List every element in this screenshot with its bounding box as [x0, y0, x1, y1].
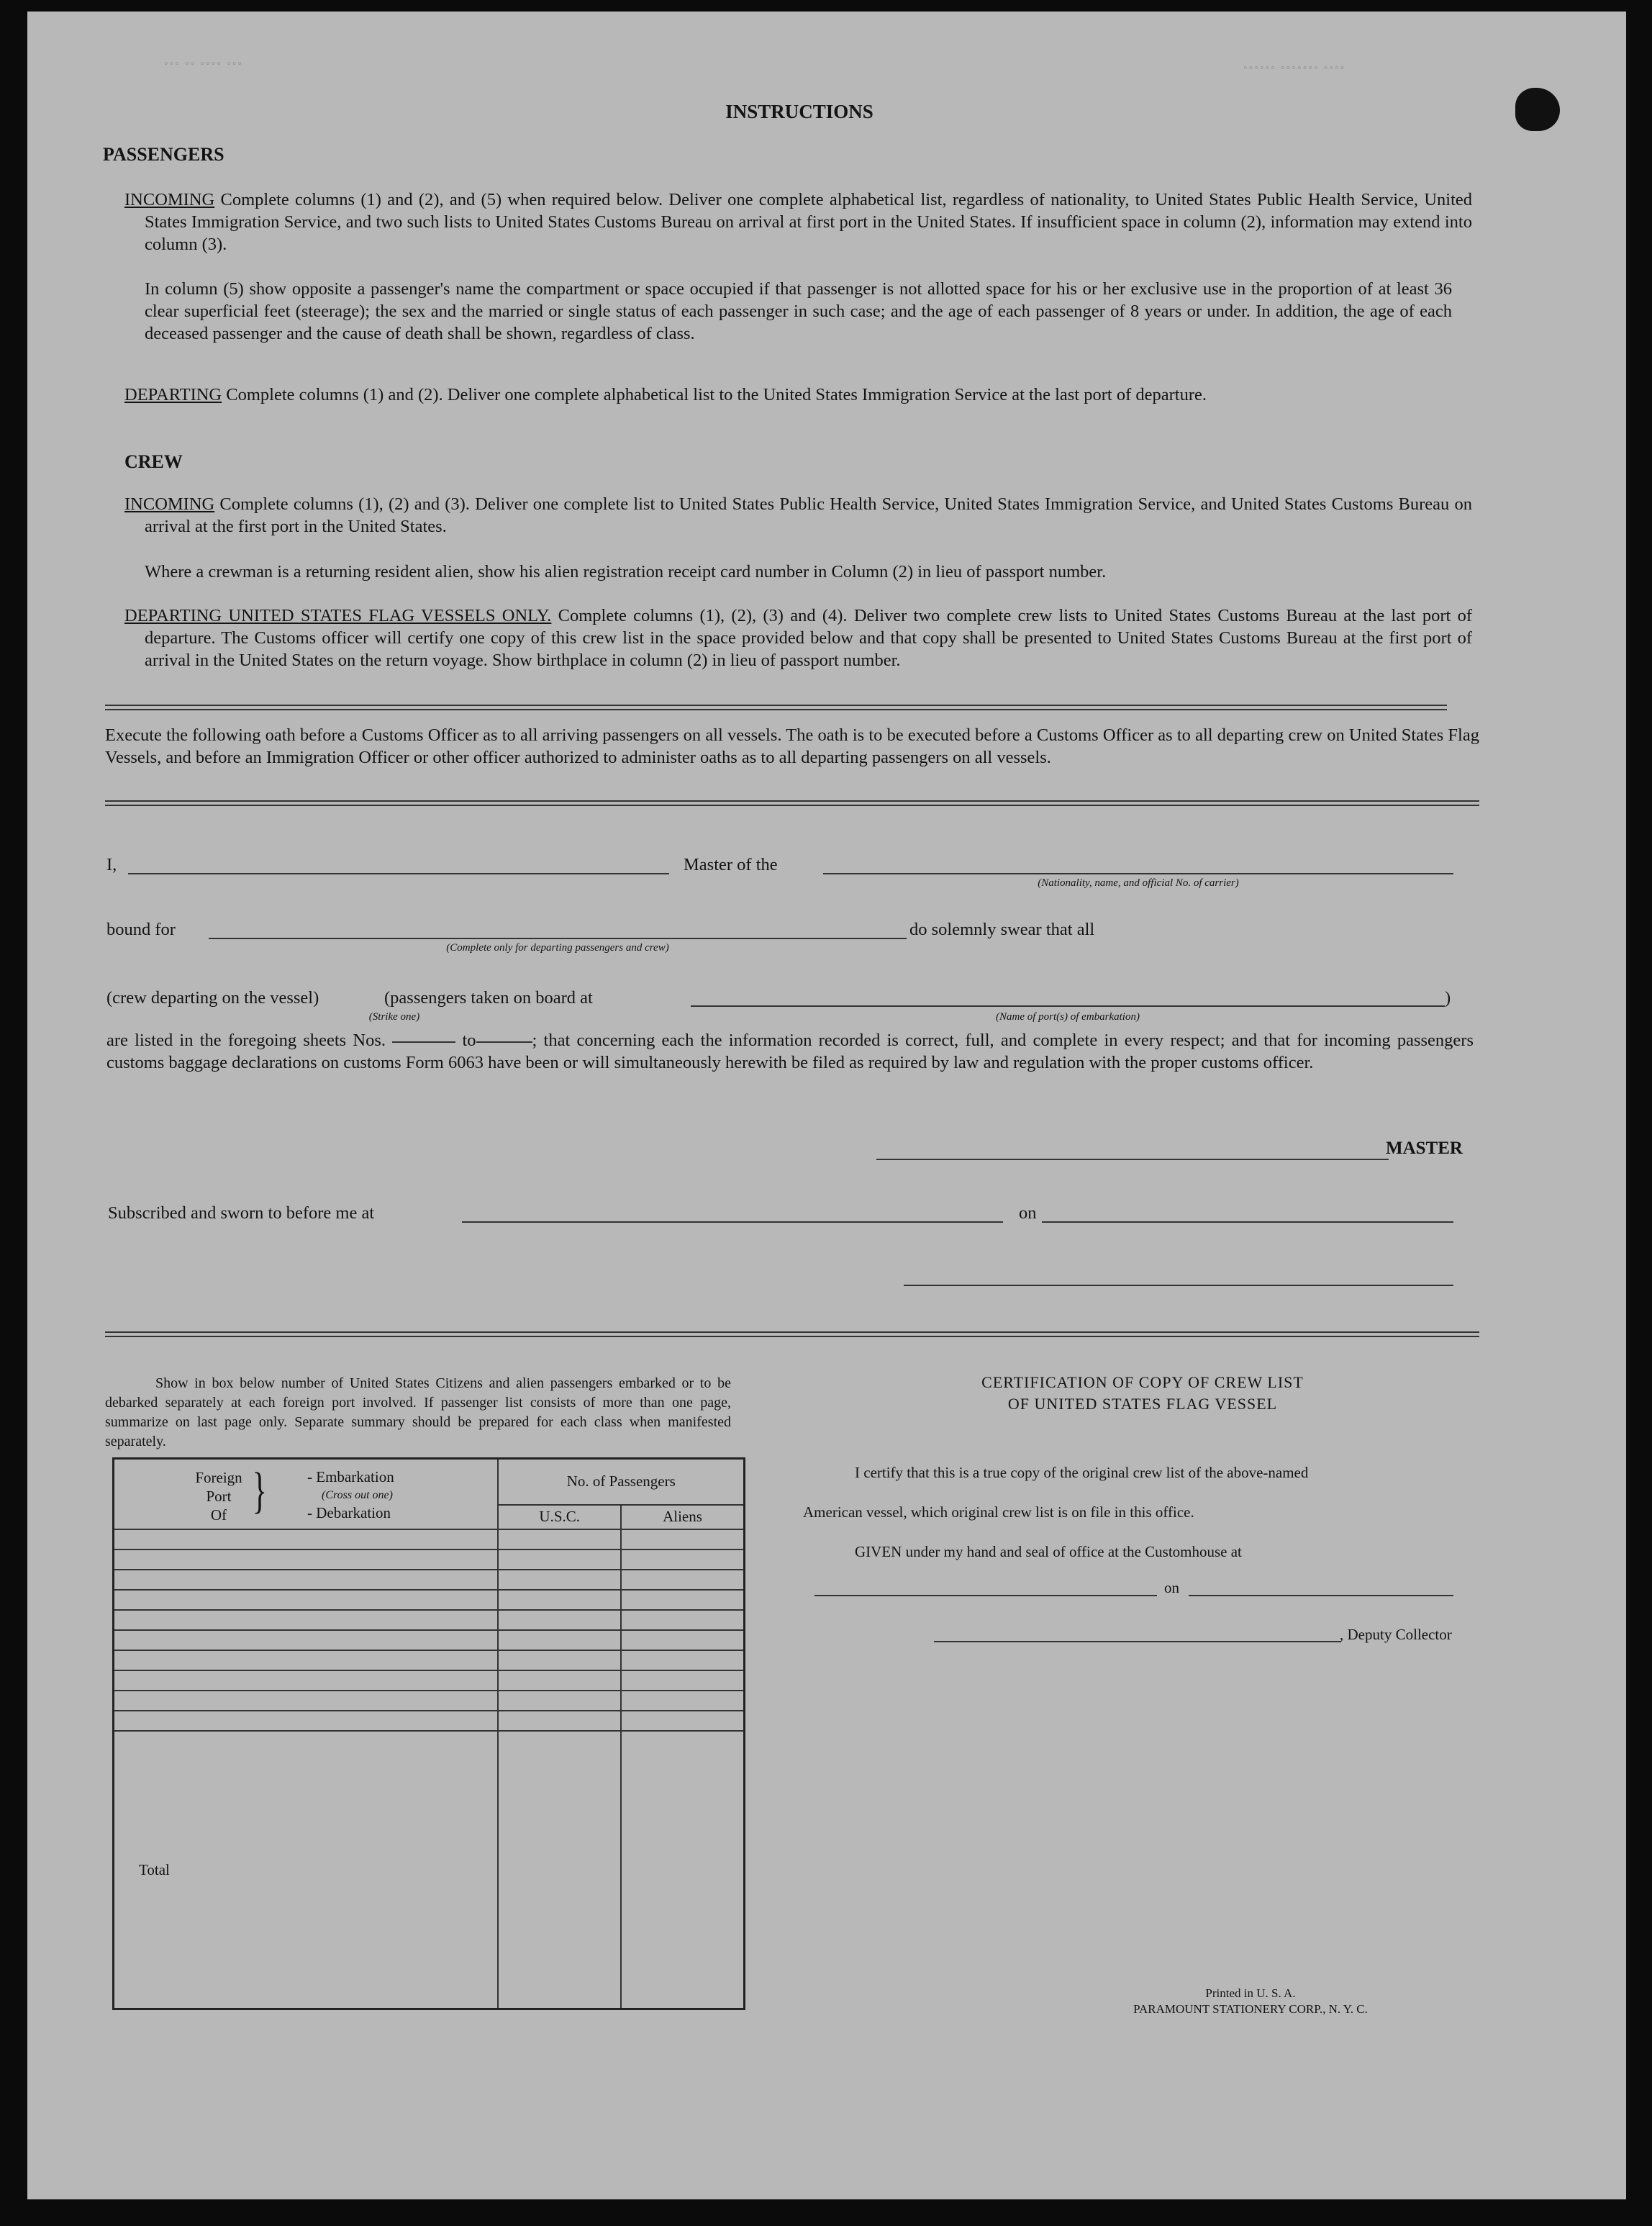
listed-rest: ; that concerning each the information recorded is correct, full, and complete in every respect; and that for incoming passengers customs baggage declarations on customs Form 6063 have been or will simultaneously herewith be filed as required by law and regulation with the proper customs officer. — [106, 1031, 1474, 1072]
port-cell[interactable] — [114, 1610, 499, 1630]
strike-one-hint: (Strike one) — [368, 1011, 420, 1023]
usc-cell[interactable] — [498, 1590, 621, 1610]
crew-departing-paragraph — [124, 605, 1472, 671]
carrier-hint: (Nationality, name, and official No. of carrier) — [1038, 877, 1239, 889]
crew-departing-text: Complete columns (1), (2), (3) and (4). Deliver two complete crew lists to United States Customs Bureau at the last port of departure. The Customs officer will certify one copy of this crew list in the space provided below and that copy shall be presented to United States Customs Bureau at the first port of arrival in the United States on the return voyage. Show birthplace in column (2) in lieu of passport number. — [145, 606, 1472, 670]
certification-on-label: on — [1164, 1579, 1179, 1596]
master-of-label: Master of the — [684, 855, 778, 874]
total-label: Total — [114, 1731, 499, 2009]
summary-header-row — [114, 1459, 745, 1505]
aliens-cell[interactable] — [621, 1590, 745, 1610]
port-cell[interactable] — [114, 1711, 499, 1731]
usc-total-cell[interactable] — [498, 1731, 621, 2009]
port-cell[interactable] — [114, 1549, 499, 1570]
certification-title-line2: OF UNITED STATES FLAG VESSEL — [1007, 1395, 1278, 1413]
instructions-title: INSTRUCTIONS — [725, 101, 873, 122]
aliens-cell[interactable] — [621, 1691, 745, 1711]
port-cell[interactable] — [114, 1529, 499, 1549]
foreign-port-header — [114, 1459, 499, 1529]
certify-line1: I certify that this is a true copy of the original crew list of the above-named — [855, 1464, 1309, 1481]
summary-row — [114, 1570, 745, 1590]
brace-glyph: } — [252, 1463, 267, 1519]
usc-cell[interactable] — [498, 1650, 621, 1670]
master-signature-field[interactable] — [876, 1159, 1389, 1160]
printer-name: PARAMOUNT STATIONERY CORP., N. Y. C. — [1133, 2002, 1368, 2016]
sheet-from-field[interactable] — [392, 1041, 455, 1043]
usc-header: U.S.C. — [498, 1505, 621, 1529]
aliens-cell[interactable] — [621, 1711, 745, 1731]
swear-label: do solemnly swear that all — [909, 920, 1095, 939]
crew-departing-label: DEPARTING UNITED STATES FLAG VESSELS ONLY. — [124, 606, 552, 625]
passengers-departing-paragraph — [124, 384, 1472, 406]
usc-cell[interactable] — [498, 1610, 621, 1630]
aliens-total-cell[interactable] — [621, 1731, 745, 2009]
oath-i-label: I, — [106, 855, 117, 874]
printer-footer — [1092, 1986, 1409, 2017]
document-page — [27, 12, 1626, 2199]
port-cell[interactable] — [114, 1691, 499, 1711]
passengers-departing-text: Complete columns (1) and (2). Deliver one complete alphabetical list to the United States Immigration Service at the last port of departure. — [222, 385, 1207, 404]
aliens-cell[interactable] — [621, 1549, 745, 1570]
certification-title-line1: CERTIFICATION OF COPY OF CREW LIST — [981, 1373, 1304, 1391]
aliens-cell[interactable] — [621, 1610, 745, 1630]
summary-row — [114, 1711, 745, 1731]
crew-resident-paragraph: Where a crewman is a returning resident alien, show his alien registration receipt card number in Column (2) in lieu of passport number. — [145, 562, 1107, 582]
summary-row — [114, 1691, 745, 1711]
usc-cell[interactable] — [498, 1570, 621, 1590]
port-cell[interactable] — [114, 1650, 499, 1670]
usc-cell[interactable] — [498, 1691, 621, 1711]
aliens-cell[interactable] — [621, 1529, 745, 1549]
deputy-collector-label: , Deputy Collector — [1340, 1626, 1452, 1643]
cross-out-label: (Cross out one) — [322, 1489, 393, 1501]
faint-stamp-right: ◦◦◦◦◦◦ ◦◦◦◦◦◦◦ ◦◦◦◦ — [1243, 62, 1346, 74]
foreign-label: Foreign — [195, 1469, 242, 1486]
to-label: to — [462, 1031, 476, 1050]
sheet-to-field[interactable] — [476, 1041, 532, 1043]
officer-signature-field[interactable] — [904, 1285, 1453, 1286]
passengers-incoming-text: Complete columns (1) and (2), and (5) when required below. Deliver one complete alphabetical list, regardless of nationality, to United States Public Health Service, United States Immigration Service, and two such lists to United States Customs Bureau on arrival at first port in the United States. If insufficient space in column (2), information may extend into column (3). — [145, 190, 1472, 254]
passengers-departing-label: DEPARTING — [124, 385, 222, 404]
aliens-cell[interactable] — [621, 1570, 745, 1590]
listed-paragraph — [106, 1029, 1474, 1074]
carrier-field[interactable] — [823, 873, 1453, 874]
master-name-field[interactable] — [128, 873, 669, 874]
summary-row — [114, 1650, 745, 1670]
summary-row — [114, 1610, 745, 1630]
divider-1 — [105, 705, 1447, 710]
certification-date-field[interactable] — [1189, 1595, 1453, 1596]
passenger-summary-table — [112, 1457, 745, 2010]
port-cell[interactable] — [114, 1630, 499, 1650]
bound-for-hint: (Complete only for departing passengers and crew) — [446, 942, 669, 954]
sworn-on-label: on — [1019, 1203, 1037, 1223]
usc-cell[interactable] — [498, 1630, 621, 1650]
usc-cell[interactable] — [498, 1549, 621, 1570]
aliens-cell[interactable] — [621, 1650, 745, 1670]
usc-cell[interactable] — [498, 1670, 621, 1691]
given-text: GIVEN under my hand and seal of office at the Customhouse at — [855, 1543, 1242, 1560]
summary-row — [114, 1549, 745, 1570]
divider-3 — [105, 1331, 1479, 1337]
ports-hint: (Name of port(s) of embarkation) — [996, 1011, 1140, 1023]
usc-cell[interactable] — [498, 1529, 621, 1549]
bound-for-field[interactable] — [209, 938, 907, 939]
passengers-heading: PASSENGERS — [103, 144, 224, 165]
listed-prefix: are listed in the foregoing sheets Nos. — [106, 1031, 386, 1050]
summary-instruction: Show in box below number of United States Citizens and alien passengers embarked or to be debarked separately at each foreign port involved. If passenger list consists of more than one page, summarize on last page only. Separate summary should be prepared for each class when manifested separately. — [105, 1375, 731, 1449]
summary-total-row — [114, 1731, 745, 2009]
close-paren: ) — [1445, 988, 1451, 1008]
master-label: MASTER — [1386, 1139, 1463, 1158]
port-cell[interactable] — [114, 1590, 499, 1610]
usc-cell[interactable] — [498, 1711, 621, 1731]
deputy-signature-field[interactable] — [934, 1641, 1341, 1642]
aliens-cell[interactable] — [621, 1630, 745, 1650]
certify-line2: American vessel, which original crew list is on file in this office. — [803, 1503, 1194, 1521]
column5-paragraph: In column (5) show opposite a passenger's name the compartment or space occupied if that passenger is not allotted space for his or her exclusive use in the proportion of at least 36 clear superficial feet (steerage); the sex and the married or single status of each passenger in such case; and the age of each passenger of 8 years or under. In addition, the age of each deceased passenger and the cause of death shall be shown, regardless of class. — [145, 279, 1452, 343]
no-passengers-header: No. of Passengers — [498, 1459, 744, 1505]
embarkation-ports-field[interactable] — [691, 1005, 1445, 1007]
summary-row — [114, 1630, 745, 1650]
summary-row — [114, 1590, 745, 1610]
bound-for-label: bound for — [106, 920, 176, 939]
port-cell[interactable] — [114, 1670, 499, 1691]
summary-row — [114, 1670, 745, 1691]
crew-incoming-label: INCOMING — [124, 494, 215, 514]
printed-in-usa: Printed in U. S. A. — [1205, 1986, 1296, 2000]
certification-title — [862, 1372, 1423, 1415]
embarkation-label: - Embarkation — [307, 1468, 394, 1485]
oath-instruction: Execute the following oath before a Customs Officer as to all arriving passengers on all vessels. The oath is to be executed before a Customs Officer as to all departing crew on United States Flag Vessels, and before an Immigration Officer or other officer authorized to administer oaths as to all departing passengers on all vessels. — [105, 725, 1479, 767]
of-label: Of — [210, 1506, 227, 1524]
subscribed-label: Subscribed and sworn to before me at — [108, 1203, 375, 1223]
debarkation-label: - Debarkation — [307, 1504, 391, 1521]
passengers-taken-option: (passengers taken on board at — [384, 988, 593, 1008]
passengers-incoming-paragraph — [124, 189, 1472, 255]
divider-2 — [105, 800, 1479, 806]
faint-stamp-left: ◦◦◦ ◦◦ ◦◦◦◦ ◦◦◦ — [164, 58, 244, 70]
crew-departing-option: (crew departing on the vessel) — [106, 988, 319, 1008]
crew-heading: CREW — [124, 451, 183, 472]
crew-incoming-paragraph — [124, 493, 1472, 538]
sworn-place-field[interactable] — [462, 1221, 1003, 1223]
passengers-incoming-label: INCOMING — [124, 190, 215, 209]
port-label: Port — [206, 1488, 232, 1505]
aliens-header: Aliens — [621, 1505, 745, 1529]
port-cell[interactable] — [114, 1570, 499, 1590]
crew-incoming-text: Complete columns (1), (2) and (3). Deliver one complete list to United States Public Health Service, United States Immigration Service, and United States Customs Bureau on arrival at the first port in the United States. — [145, 494, 1472, 536]
sworn-date-field[interactable] — [1042, 1221, 1453, 1223]
summary-row — [114, 1529, 745, 1549]
aliens-cell[interactable] — [621, 1670, 745, 1691]
customhouse-field[interactable] — [814, 1595, 1157, 1596]
